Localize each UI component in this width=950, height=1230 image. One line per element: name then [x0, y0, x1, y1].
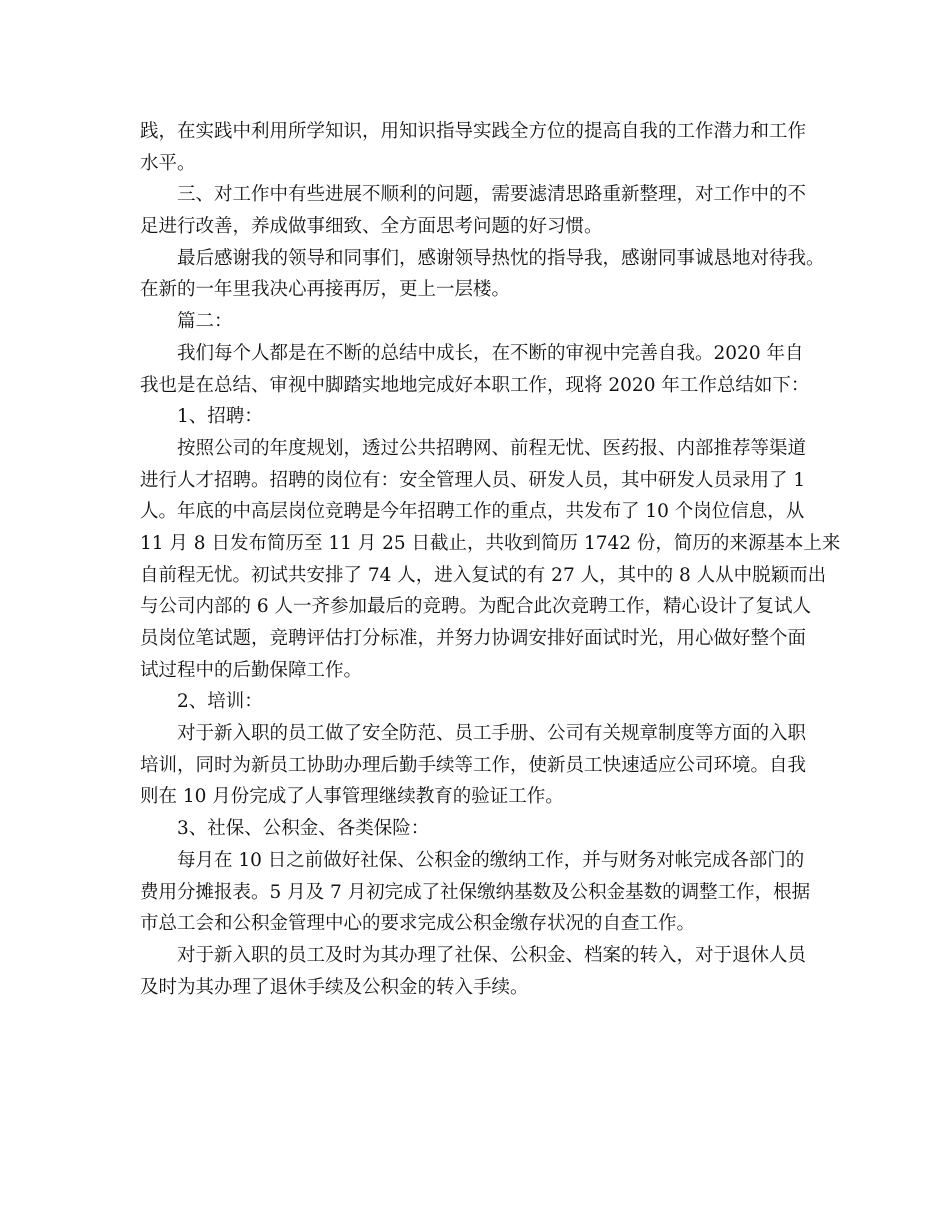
subsection-heading: 3、社保、公积金、各类保险： [177, 818, 430, 840]
text-line: 践，在实践中利用所学知识，用知识指导实践全方位的提高自我的工作潜力和工作 [140, 121, 807, 142]
text-line: 对于新入职的员工做了安全防范、员工手册、公司有关规章制度等方面的入职 [177, 723, 807, 745]
subsection-heading: 2、培训： [177, 691, 263, 713]
text-line: 按照公司的年度规划，透过公共招聘网、前程无忧、医药报、内部推荐等渠道 [177, 437, 807, 459]
subsection-heading: 1、招聘： [177, 406, 263, 428]
text-line: 与公司内部的 6 人一齐参加最后的竞聘。为配合此次竞聘工作，精心设计了复试人 [140, 596, 812, 618]
text-line: 及时为其办理了退休手续及公积金的转入手续。 [140, 976, 529, 998]
document-body [140, 116, 841, 1003]
text-line: 我们每个人都是在不断的总结中成长，在不断的审视中完善自我。2020 年自 [177, 342, 804, 364]
text-line: 费用分摊报表。5 月及 7 月初完成了社保缴纳基数及公积金基数的调整工作，根据 [140, 881, 811, 903]
text-line: 足进行改善，养成做事细致、全方面思考问题的好习惯。 [140, 216, 603, 238]
text-line: 在新的一年里我决心再接再厉，更上一层楼。 [140, 279, 511, 301]
text-line: 进行人才招聘。招聘的岗位有：安全管理人员、研发人员，其中研发人员录用了 1 [140, 469, 806, 491]
text-line: 11 月 8 日发布简历至 11 月 25 日截止，共收到简历 1742 份，简历的来源基本上来 [140, 532, 841, 554]
section-heading: 篇二： [177, 311, 233, 333]
text-line: 我也是在总结、审视中脚踏实地地完成好本职工作，现将 2020 年工作总结如下： [140, 374, 810, 396]
text-line: 三、对工作中有些进展不顺利的问题，需要滤清思路重新整理，对工作中的不 [177, 184, 807, 206]
text-line: 自前程无忧。初试共安排了 74 人，进入复试的有 27 人，其中的 8 人从中脱颖而出 [140, 564, 827, 586]
text-line: 员岗位笔试题，竞聘评估打分标准，并努力协调安排好面试时光，用心做好整个面 [140, 628, 807, 649]
text-line: 人。年底的中高层岗位竞聘是今年招聘工作的重点，共发布了 10 个岗位信息，从 [140, 501, 805, 523]
text-line: 最后感谢我的领导和同事们，感谢领导热忱的指导我，感谢同事诚恳地对待我。 [177, 247, 825, 269]
text-line: 则在 10 月份完成了人事管理继续教育的验证工作。 [140, 786, 564, 808]
text-line: 水平。 [140, 152, 196, 174]
text-line: 试过程中的后勤保障工作。 [140, 659, 363, 681]
text-line: 对于新入职的员工及时为其办理了社保、公积金、档案的转入，对于退休人员 [177, 944, 807, 966]
text-line: 市总工会和公积金管理中心的要求完成公积金缴存状况的自查工作。 [140, 913, 696, 935]
text-line: 每月在 10 日之前做好社保、公积金的缴纳工作，并与财务对帐完成各部门的 [177, 849, 805, 871]
text-line: 培训，同时为新员工协助办理后勤手续等工作，使新员工快速适应公司环境。自我 [140, 754, 807, 776]
